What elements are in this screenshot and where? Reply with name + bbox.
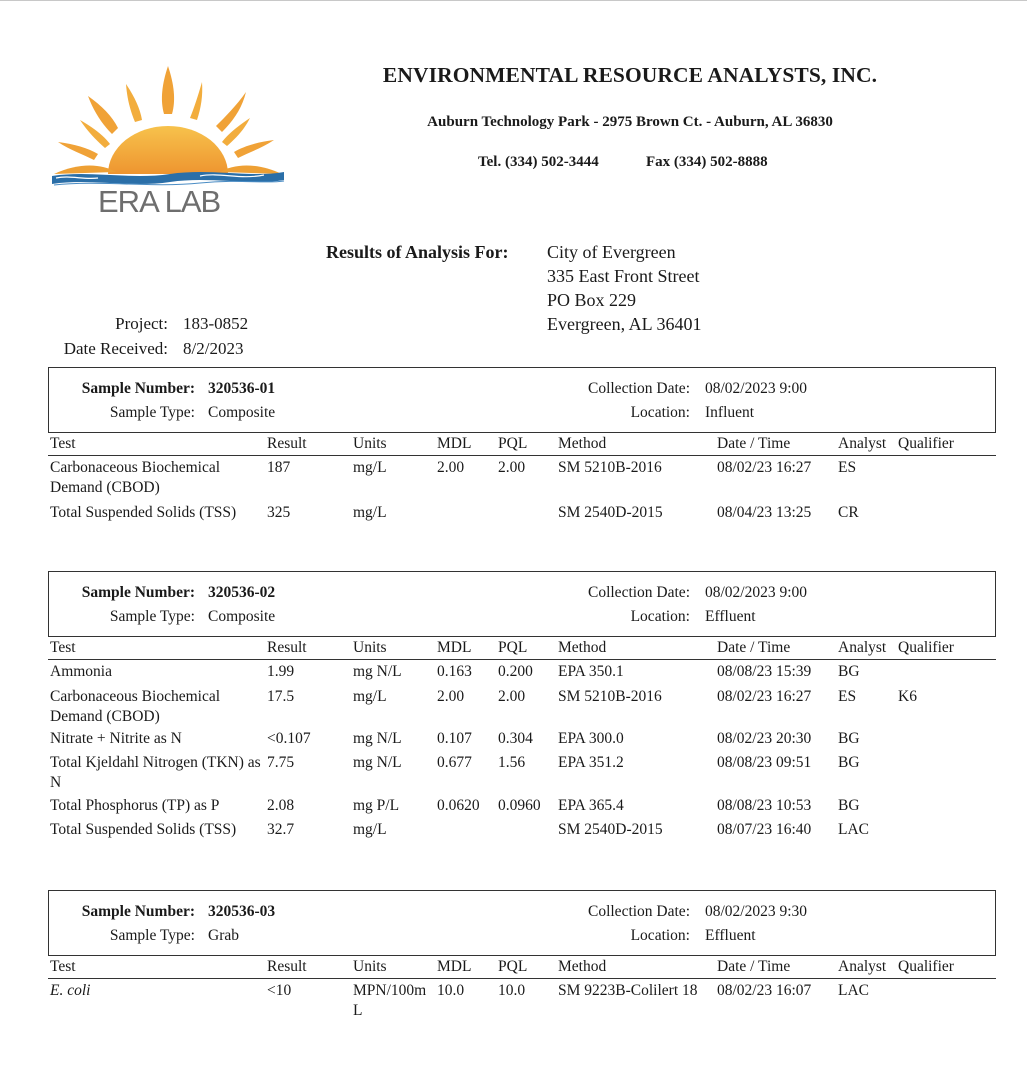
cell-qualifier: K6 [898, 688, 917, 705]
column-header-date-time: Date / Time [717, 958, 791, 975]
company-name: ENVIRONMENTAL RESOURCE ANALYSTS, INC. [382, 63, 878, 87]
sample-type: Composite [208, 608, 276, 625]
column-header-pql: PQL [498, 435, 528, 452]
cell-units: mg N/L [353, 663, 402, 680]
cell-units: mg/L [353, 821, 387, 838]
client-po-box: PO Box 229 [547, 290, 637, 310]
cell-result: 2.08 [267, 797, 295, 814]
column-header-result: Result [267, 958, 307, 975]
client-name: City of Evergreen [547, 242, 676, 262]
cell-result: <10 [267, 982, 292, 999]
column-header-analyst: Analyst [838, 435, 887, 452]
collection-date: 08/02/2023 9:00 [705, 584, 808, 601]
company-phone: Tel. (334) 502-3444 [478, 154, 599, 170]
cell-units: MPN/100mL [353, 982, 427, 1019]
cell-pql: 1.56 [498, 754, 526, 771]
cell-mdl: 0.677 [437, 754, 472, 771]
cell-test: Carbonaceous Biochemical Demand (CBOD) [50, 688, 221, 725]
cell-mdl: 2.00 [437, 459, 465, 476]
column-header-qualifier: Qualifier [898, 958, 954, 975]
cell-result: 7.75 [267, 754, 295, 771]
sample-type-label: Sample Type: [109, 608, 195, 625]
cell-datetime: 08/02/23 16:27 [717, 688, 812, 705]
cell-test: Total Suspended Solids (TSS) [50, 821, 237, 838]
sample-number: 320536-03 [208, 903, 276, 920]
cell-datetime: 08/08/23 09:51 [717, 754, 812, 771]
cell-units: mg P/L [353, 797, 400, 814]
cell-result: 1.99 [267, 663, 295, 680]
client-city: Evergreen, AL 36401 [547, 314, 702, 334]
column-header-analyst: Analyst [838, 639, 887, 656]
page-top-border [0, 0, 1027, 1]
sample-type-label: Sample Type: [109, 927, 195, 944]
cell-datetime: 08/02/23 20:30 [717, 730, 812, 747]
cell-analyst: BG [838, 754, 860, 771]
cell-units: mg/L [353, 504, 387, 521]
logo-text: ERA LAB [98, 184, 221, 219]
cell-test: Ammonia [50, 663, 112, 680]
company-address: Auburn Technology Park - 2975 Brown Ct. - Auburn, AL 36830 [427, 114, 833, 130]
cell-datetime: 08/07/23 16:40 [717, 821, 812, 838]
cell-test: Nitrate + Nitrite as N [50, 730, 182, 747]
project-label: Project: [115, 314, 168, 333]
column-header-units: Units [353, 958, 387, 975]
column-header-mdl: MDL [437, 435, 472, 452]
sample-header-box [48, 367, 996, 433]
collection-date-label: Collection Date: [587, 584, 690, 601]
column-header-units: Units [353, 435, 387, 452]
cell-mdl: 2.00 [437, 688, 465, 705]
location-label: Location: [630, 927, 690, 944]
column-header-result: Result [267, 639, 307, 656]
collection-date: 08/02/2023 9:30 [705, 903, 808, 920]
column-header-analyst: Analyst [838, 958, 887, 975]
cell-datetime: 08/02/23 16:27 [717, 459, 812, 476]
cell-test: Carbonaceous Biochemical Demand (CBOD) [50, 459, 221, 496]
column-header-test: Test [50, 958, 76, 975]
cell-mdl: 0.0620 [437, 797, 480, 814]
sample-number-label: Sample Number: [81, 903, 195, 920]
column-header-method: Method [558, 958, 607, 975]
cell-pql: 0.0960 [498, 797, 541, 814]
cell-method: SM 5210B-2016 [558, 459, 662, 476]
era-lab-logo [50, 62, 286, 222]
collection-date-label: Collection Date: [587, 903, 690, 920]
location-label: Location: [630, 404, 690, 421]
sample-number: 320536-01 [208, 380, 276, 397]
cell-method: EPA 300.0 [558, 730, 624, 747]
results-for-label: Results of Analysis For: [326, 242, 509, 262]
column-header-test: Test [50, 435, 76, 452]
column-header-mdl: MDL [437, 958, 472, 975]
cell-mdl: 0.163 [437, 663, 472, 680]
cell-analyst: LAC [838, 821, 869, 838]
location: Effluent [705, 927, 756, 944]
sample-number-label: Sample Number: [81, 380, 195, 397]
sample-number: 320536-02 [208, 584, 276, 601]
column-header-test: Test [50, 639, 76, 656]
cell-datetime: 08/08/23 10:53 [717, 797, 812, 814]
client-street: 335 East Front Street [547, 266, 700, 286]
collection-date: 08/02/2023 9:00 [705, 380, 808, 397]
sample-header-box [48, 890, 996, 956]
location-label: Location: [630, 608, 690, 625]
cell-method: SM 2540D-2015 [558, 504, 663, 521]
sample-type-label: Sample Type: [109, 404, 195, 421]
cell-units: mg/L [353, 459, 387, 476]
cell-result: <0.107 [267, 730, 311, 747]
cell-test: E. coli [50, 982, 91, 999]
project-number: 183-0852 [183, 314, 249, 333]
column-header-units: Units [353, 639, 387, 656]
sample-header-box [48, 571, 996, 637]
column-header-method: Method [558, 435, 607, 452]
cell-method: SM 2540D-2015 [558, 821, 663, 838]
cell-pql: 2.00 [498, 459, 526, 476]
cell-pql: 0.304 [498, 730, 533, 747]
column-header-date-time: Date / Time [717, 639, 791, 656]
cell-units: mg/L [353, 688, 387, 705]
collection-date-label: Collection Date: [587, 380, 690, 397]
column-header-pql: PQL [498, 639, 528, 656]
cell-method: EPA 350.1 [558, 663, 624, 680]
sample-type: Grab [208, 927, 239, 944]
cell-mdl: 0.107 [437, 730, 472, 747]
sample-number-label: Sample Number: [81, 584, 195, 601]
cell-analyst: BG [838, 797, 860, 814]
location: Effluent [705, 608, 756, 625]
column-header-result: Result [267, 435, 307, 452]
cell-test: Total Suspended Solids (TSS) [50, 504, 237, 521]
column-header-method: Method [558, 639, 607, 656]
cell-units: mg N/L [353, 754, 402, 771]
cell-method: EPA 351.2 [558, 754, 624, 771]
cell-analyst: LAC [838, 982, 869, 999]
cell-analyst: ES [838, 688, 857, 705]
cell-result: 32.7 [267, 821, 295, 838]
cell-datetime: 08/08/23 15:39 [717, 663, 812, 680]
cell-pql: 0.200 [498, 663, 533, 680]
cell-result: 325 [267, 504, 291, 521]
cell-method: SM 5210B-2016 [558, 688, 662, 705]
cell-result: 187 [267, 459, 291, 476]
cell-method: EPA 365.4 [558, 797, 624, 814]
cell-pql: 10.0 [498, 982, 526, 999]
company-fax: Fax (334) 502-8888 [646, 154, 768, 170]
column-header-mdl: MDL [437, 639, 472, 656]
cell-units: mg N/L [353, 730, 402, 747]
cell-pql: 2.00 [498, 688, 526, 705]
cell-method: SM 9223B-Colilert 18 [558, 982, 698, 999]
cell-test: Total Kjeldahl Nitrogen (TKN) as N [50, 754, 261, 791]
column-header-pql: PQL [498, 958, 528, 975]
cell-analyst: ES [838, 459, 857, 476]
cell-datetime: 08/04/23 13:25 [717, 504, 812, 521]
results-table-header [48, 433, 996, 456]
location: Influent [705, 404, 755, 421]
column-header-date-time: Date / Time [717, 435, 791, 452]
results-table-header [48, 637, 996, 660]
cell-test: Total Phosphorus (TP) as P [50, 797, 220, 814]
results-table-header [48, 956, 996, 979]
cell-analyst: CR [838, 504, 859, 521]
column-header-qualifier: Qualifier [898, 639, 954, 656]
date-received: 8/2/2023 [183, 339, 244, 358]
cell-result: 17.5 [267, 688, 295, 705]
cell-mdl: 10.0 [437, 982, 465, 999]
column-header-qualifier: Qualifier [898, 435, 954, 452]
date-received-label: Date Received: [63, 339, 168, 358]
sample-type: Composite [208, 404, 276, 421]
cell-datetime: 08/02/23 16:07 [717, 982, 812, 999]
cell-analyst: BG [838, 663, 860, 680]
cell-analyst: BG [838, 730, 860, 747]
